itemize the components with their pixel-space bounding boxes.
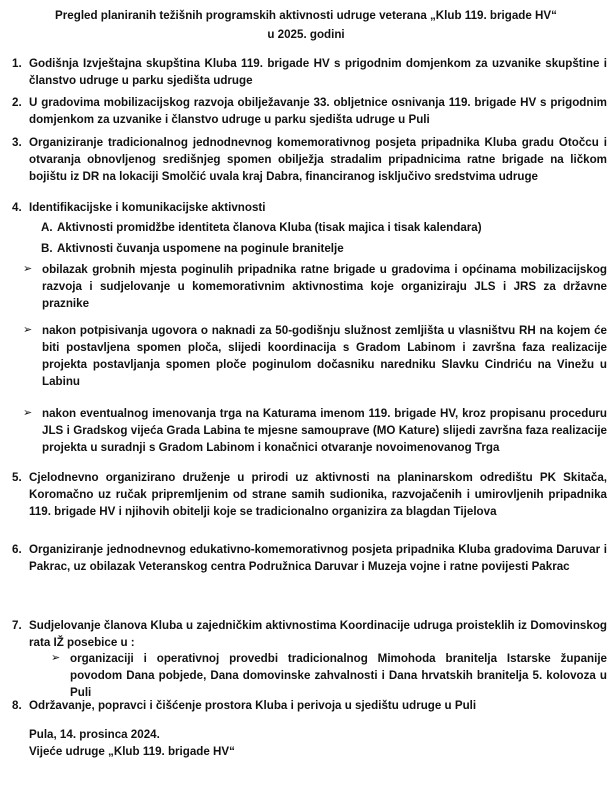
bullet-text: nakon potpisivanja ugovora o naknadi za 50-godišnju služnost zemljišta u vlasništvu RH na kojem će biti postavljena spomen ploča, slijedi koordinacija s Gradom Labinom i završna faza realizacije projekta postavljanja spomen ploče poginulom dočasniku naredniku Slavku Cindriću na Vinežu u Labinu <box>42 324 607 388</box>
item-number: 2. <box>12 96 22 109</box>
list-item-1 <box>12 55 607 89</box>
list-item-7 <box>12 617 607 651</box>
item-text: Organiziranje jednodnevnog edukativno-komemorativnog posjeta pripadnika Kluba gradovima Daruvar i Pakrac, uz obilazak Veteranskog centra Podružnica Daruvar i Muzeja vojne i ratne povijesti Pakrac <box>29 543 607 573</box>
item-number: 7. <box>12 619 22 632</box>
item-text: Organiziranje tradicionalnog jednodnevnog komemorativnog posjeta pripadnika Kluba gradu Otočcu i otvaranja obnovljenog središnjeg spomen obilježja stradalim pripadnicima ratne brigade na ličkom bojištu iz DR na lokaciji Smolčić uvala kraj Dabra, financiranog isključivo sredstvima udruge <box>29 136 607 183</box>
sub-item-b <box>41 240 601 257</box>
list-item-6 <box>12 541 607 575</box>
item-number: 5. <box>12 471 22 484</box>
item-text: Sudjelovanje članova Kluba u zajedničkim aktivnostima Koordinacije udruga proisteklih iz Domovinskog rata IŽ posebice u : <box>29 619 607 649</box>
bullet-item-7a <box>51 650 607 701</box>
arrow-bullet-icon: ➢ <box>23 263 33 275</box>
item-number: 4. <box>12 201 22 214</box>
arrow-bullet-icon: ➢ <box>23 407 33 419</box>
sub-item-text: Aktivnosti čuvanja uspomene na poginule branitelje <box>57 242 344 255</box>
list-item-8 <box>12 697 607 714</box>
item-text: Održavanje, popravci i čišćenje prostora Kluba i perivoja u sjedištu udruge u Puli <box>29 699 477 712</box>
sub-item-letter: A. <box>41 221 53 234</box>
list-item-3 <box>12 134 607 185</box>
arrow-bullet-icon: ➢ <box>51 652 61 664</box>
item-number: 8. <box>12 699 22 712</box>
document-title: Pregled planiranih težišnih programskih aktivnosti udruge veterana „Klub 119. brigade HV“ <box>55 9 557 22</box>
list-item-2 <box>12 94 607 128</box>
signature-place-date: Pula, 14. prosinca 2024. <box>29 728 160 741</box>
arrow-bullet-icon: ➢ <box>23 324 33 336</box>
bullet-item-1 <box>23 261 607 312</box>
item-number: 3. <box>12 136 22 149</box>
item-text: U gradovima mobilizacijskog razvoja obilježavanje 33. obljetnice osnivanja 119. brigade HV s prigodnim domjenkom za uzvanike i članstvo udruge u parku sjedišta udruge u Puli <box>29 96 607 126</box>
sub-item-text: Aktivnosti promidžbe identiteta članova Kluba (tisak majica i tisak kalendara) <box>57 221 482 234</box>
signature-signatory: Vijeće udruge „Klub 119. brigade HV“ <box>29 745 235 758</box>
item-text: Cjelodnevno organizirano druženje u prirodi uz aktivnosti na planinarskom odredištu PK Skitača, Koromačno uz ručak pripremljenim od strane samih sudionika, razvojačenih i umirovljenih pripadnika 119. brigade HV i njihovih obitelji koje se tradicionalno organizira za blagdan Tijelova <box>29 471 607 518</box>
sub-item-a <box>41 219 601 236</box>
document-subtitle: u 2025. godini <box>267 28 345 41</box>
bullet-text: nakon eventualnog imenovanja trga na Katurama imenom 119. brigade HV, kroz propisanu proceduru JLS i Gradskog vijeća Grada Labina te mjesne samouprave (MO Kature) slijedi završna faza realizacije projekta u suradnji s Gradom Labinom i konačnici otvaranje novoimenovanog Trga <box>42 407 607 454</box>
bullet-item-2 <box>23 322 607 390</box>
list-item-4 <box>12 199 607 216</box>
item-text: Godišnja Izvještajna skupština Kluba 119. brigade HV s prigodnim domjenkom za uzvanike skupštine i članstvo udruge u parku sjedišta udruge <box>29 57 607 87</box>
item-text: Identifikacijske i komunikacijske aktivnosti <box>29 201 266 214</box>
bullet-text: obilazak grobnih mjesta poginulih pripadnika ratne brigade u gradovima i općinama mobilizacijskog razvoja i sudjelovanje u komemorativnim aktivnostima koje organiziraju JLS i JRS za državne praznike <box>42 263 607 310</box>
bullet-item-3 <box>23 405 607 456</box>
sub-item-letter: B. <box>41 242 53 255</box>
item-number: 6. <box>12 543 22 556</box>
bullet-text: organizaciji i operativnoj provedbi tradicionalnog Mimohoda branitelja Istarske županije povodom Dana pobjede, Dana domovinske zahvalnosti i Dana hrvatskih branitelja 5. kolovoza u Puli <box>70 652 607 699</box>
item-number: 1. <box>12 57 22 70</box>
list-item-5 <box>12 469 607 520</box>
